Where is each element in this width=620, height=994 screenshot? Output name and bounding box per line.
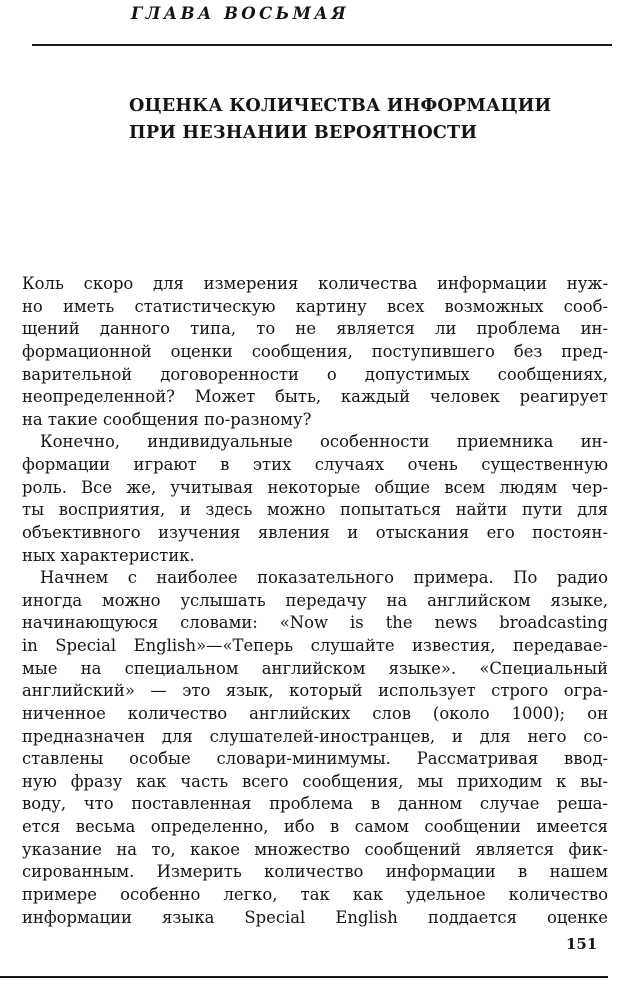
- text-line: ты восприятия, и здесь можно попытаться найти пути для: [22, 500, 608, 520]
- text-line: ную фразу как часть всего сообщения, мы приходим к вы-: [22, 771, 608, 791]
- text-line: Коль скоро для измерения количества информации нуж-: [22, 274, 608, 293]
- text-line: начинающуюся словами: «Now is the news broadcasting: [22, 613, 608, 633]
- body-text: [22, 273, 608, 929]
- text-line: предназначен для слушателей-иностранцев, и для него со-: [22, 726, 608, 746]
- text-line: in Special English»—«Теперь слушайте известия, передавае-: [22, 636, 608, 655]
- text-line: неопределенной? Может быть, каждый человек реагирует: [22, 387, 608, 407]
- text-line: ставлены особые словари-минимумы. Рассматривая ввод-: [22, 749, 608, 769]
- footer-rule: [0, 976, 608, 978]
- text-line: ных характеристик.: [22, 545, 195, 565]
- text-line: варительной договоренности о допустимых сообщениях,: [22, 364, 608, 384]
- text-line: щений данного типа, то не является ли проблема ин-: [22, 319, 608, 339]
- text-line: английский» — это язык, который использует строго огра-: [22, 681, 608, 701]
- chapter-title-line: ОЦЕНКА КОЛИЧЕСТВА ИНФОРМАЦИИ: [129, 95, 552, 116]
- text-line: мые на специальном английском языке». «Специальный: [22, 658, 608, 678]
- running-head: ГЛАВА ВОСЬМАЯ: [131, 4, 350, 23]
- page-number: 151: [566, 935, 598, 953]
- text-line: ниченное количество английских слов (около 1000); он: [22, 703, 608, 723]
- text-line: на такие сообщения по-разному?: [22, 409, 312, 429]
- text-line: указание на то, какое множество сообщений является фик-: [22, 839, 608, 859]
- chapter-title: [129, 92, 599, 146]
- text-line: Конечно, индивидуальные особенности приемника ин-: [40, 432, 608, 452]
- text-line: воду, что поставленная проблема в данном случае реша-: [22, 794, 608, 814]
- text-line: сированным. Измерить количество информации в нашем: [22, 862, 608, 882]
- text-line: формации играют в этих случаях очень существенную: [22, 455, 608, 474]
- text-line: ется весьма определенно, ибо в самом сообщении имеется: [22, 817, 608, 836]
- text-line: иногда можно услышать передачу на английском языке,: [22, 590, 608, 610]
- text-line: но иметь статистическую картину всех возможных сооб-: [22, 296, 608, 316]
- text-line: информации языка Special English поддается оценке: [22, 907, 608, 927]
- text-line: формационной оценки сообщения, поступившего без пред-: [22, 341, 608, 361]
- header-rule: [32, 44, 612, 46]
- chapter-title-line: ПРИ НЕЗНАНИИ ВЕРОЯТНОСТИ: [129, 122, 478, 143]
- text-line: примере особенно легко, так как удельное количество: [22, 884, 608, 904]
- text-line: роль. Все же, учитывая некоторые общие всем людям чер-: [22, 477, 608, 497]
- text-line: объективного изучения явления и отыскания его постоян-: [22, 522, 608, 542]
- text-line: Начнем с наиболее показательного примера. По радио: [40, 568, 608, 588]
